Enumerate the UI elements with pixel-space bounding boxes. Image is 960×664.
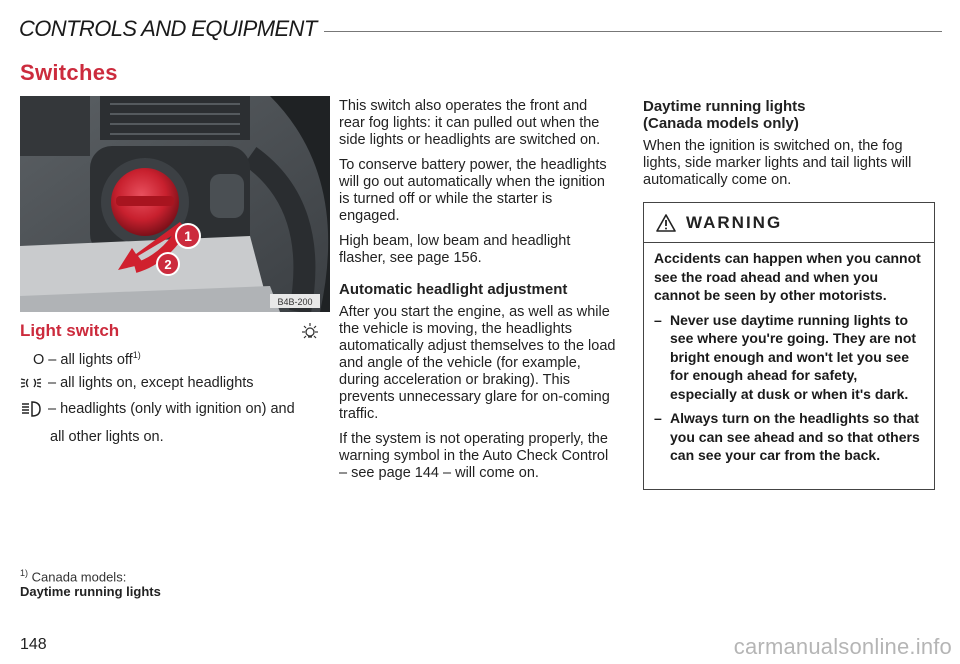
footnote xyxy=(20,568,161,599)
warning-header xyxy=(644,203,934,243)
parking-lights-icon xyxy=(20,376,42,390)
switch-position-headlights xyxy=(20,400,295,418)
paragraph-battery: To conserve battery power, the headlights will go out automatically when the ignition is turned off or while the starter is engaged. xyxy=(339,157,607,224)
footnote-bold: Daytime running lights xyxy=(20,584,161,600)
paragraph-warning-symbol: If the system is not operating properly, the warning symbol in the Auto Check Control – see page 144 – will come on. xyxy=(339,431,609,481)
figure-code: B4B-200 xyxy=(277,297,313,307)
headlight-icon xyxy=(20,400,42,418)
page-heading: Switches xyxy=(20,60,118,85)
footnote-marker: 1) xyxy=(132,350,141,360)
section-title: CONTROLS AND EQUIPMENT xyxy=(19,16,317,41)
footnote-text: Canada models: xyxy=(31,569,127,585)
drl-heading-line2: (Canada models only) xyxy=(643,115,799,132)
switch-position-headlights-cont: all other lights on. xyxy=(50,429,164,445)
drl-heading-line1: Daytime running lights xyxy=(643,98,806,115)
warning-box xyxy=(643,202,935,490)
footnote-marker-bottom: 1) xyxy=(20,568,29,578)
drl-heading xyxy=(643,98,939,132)
light-bulb-symbol-icon xyxy=(299,322,321,344)
callout-1: 1 xyxy=(184,228,192,244)
right-column xyxy=(643,98,939,197)
warning-label: WARNING xyxy=(686,212,783,232)
page-number: 148 xyxy=(20,636,47,653)
header-rule xyxy=(324,31,942,32)
warning-bullet-2-text: Always turn on the headlights so that you can see ahead and so that others can see your car from the back. xyxy=(670,410,920,463)
drl-text: When the ignition is switched on, the fog lights, side marker lights and tail lights will automatically come on. xyxy=(643,138,912,188)
warning-intro: Accidents can happen when you cannot see the road ahead and when you cannot be seen by other motorists. xyxy=(654,250,921,303)
auto-adjust-heading: Automatic headlight adjustment xyxy=(339,281,568,298)
switch-position-headlights-text: – headlights (only with ignition on) and xyxy=(48,400,295,417)
switch-position-parking xyxy=(20,375,254,391)
warning-bullet-2: – Always turn on the headlights so that you can see ahead and so that others can see your car from the back. xyxy=(654,409,926,465)
switch-position-off xyxy=(33,350,141,368)
warning-body xyxy=(644,243,934,465)
middle-column xyxy=(339,98,616,490)
warning-bullet-1: – Never use daytime running lights to see where you're going. They are not bright enough and won't let you see for enough ahead for safety, especially at dusk or when it's dark. xyxy=(654,311,926,404)
paragraph-auto-adjust: After you start the engine, as well as while the vehicle is moving, the headlights automatically adjust themselves to the load and angle of the vehicle (for example, during acceleration or braking). This prevents unnecessary glare for on-coming traffic. xyxy=(339,304,616,422)
switch-position-parking-text: – all lights on, except headlights xyxy=(48,375,254,391)
light-switch-title: Light switch xyxy=(20,321,120,340)
paragraph-fog-lights: This switch also operates the front and rear fog lights: it can pulled out when the side lights or headlights are switched on. xyxy=(339,98,601,148)
warning-triangle-icon xyxy=(656,214,676,232)
light-switch-photo xyxy=(20,96,330,312)
warning-bullet-1-text: Never use daytime running lights to see where you're going. They are not bright enough and won't let you see for enough ahead for safety, especially at dusk or when it's dark. xyxy=(670,311,917,402)
callout-2: 2 xyxy=(164,257,172,272)
paragraph-high-beam: High beam, low beam and headlight flasher, see page 156. xyxy=(339,233,571,266)
watermark: carmanualsonline.info xyxy=(733,634,952,659)
switch-position-off-text: O – all lights off xyxy=(33,351,133,368)
light-switch-photo-drawing xyxy=(20,96,330,312)
